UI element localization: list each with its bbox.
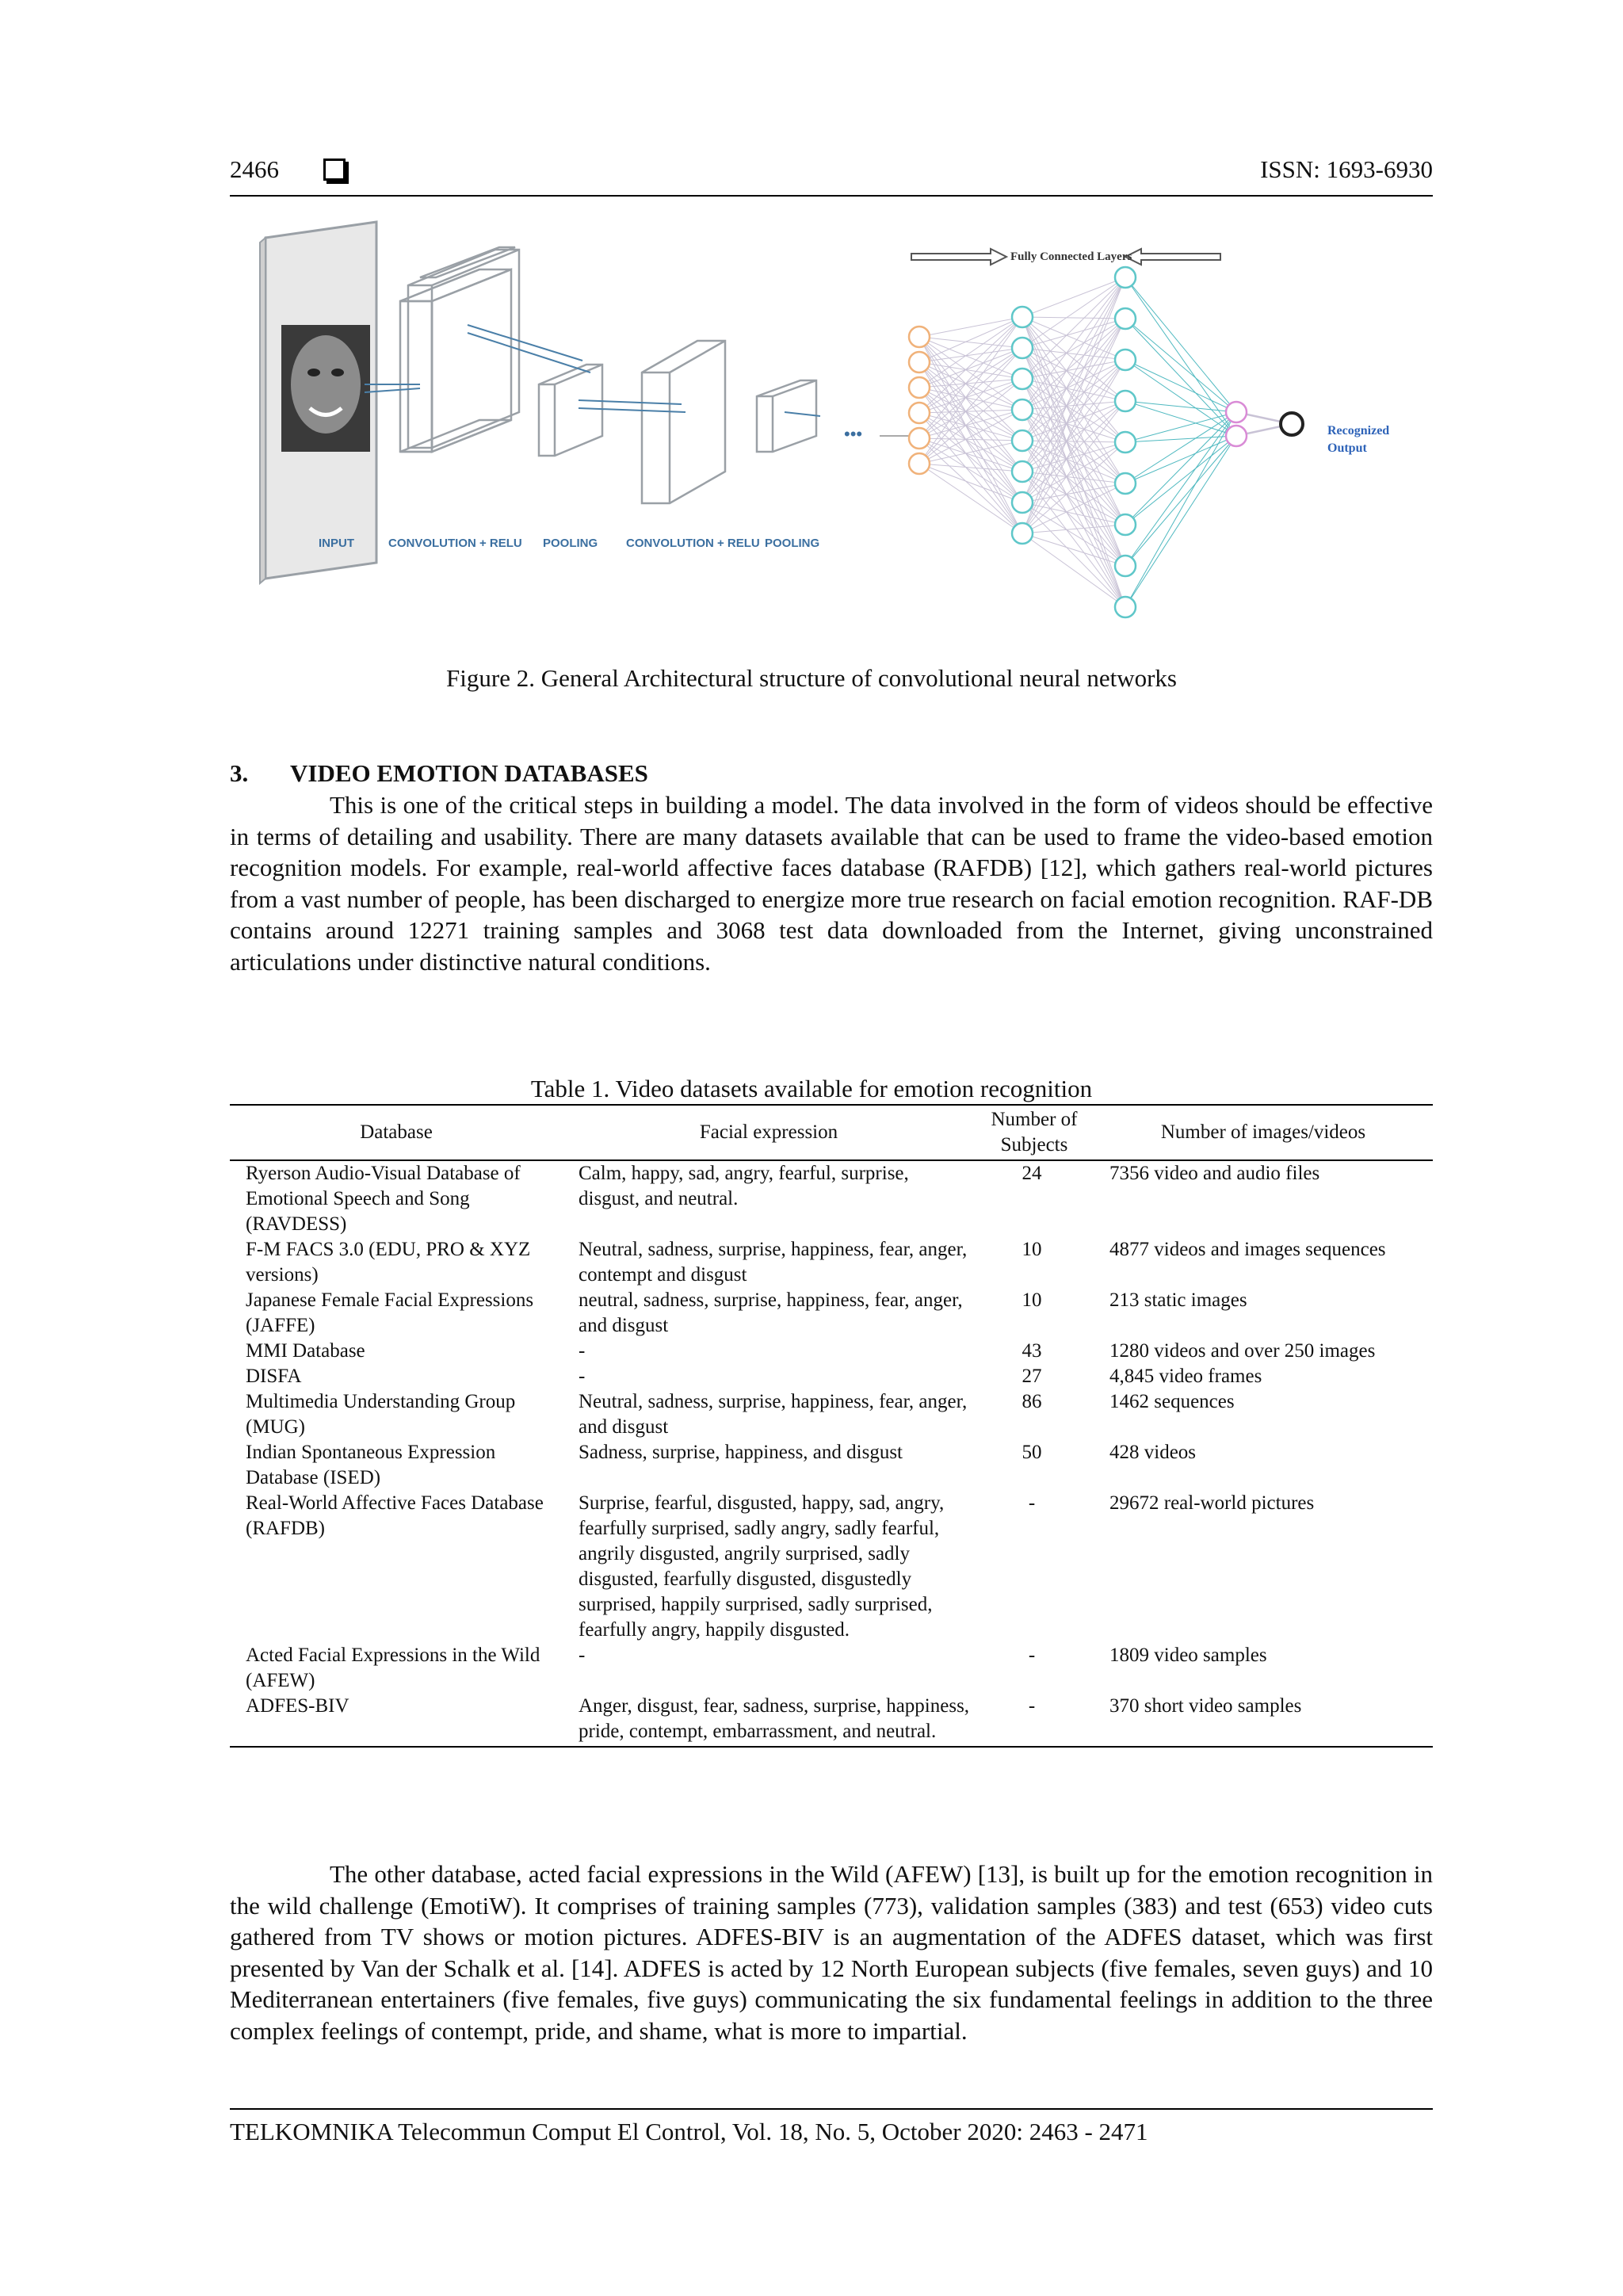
issn: ISSN: 1693-6930 bbox=[1260, 155, 1433, 183]
pool2-volume bbox=[757, 380, 816, 452]
table-cell: 4,845 video frames bbox=[1109, 1366, 1262, 1387]
network-edge bbox=[1022, 502, 1125, 607]
pool1-volume bbox=[539, 365, 602, 456]
svg-text:•••: ••• bbox=[844, 424, 863, 444]
network-node bbox=[1012, 307, 1033, 327]
fc-label: Fully Connected Layers bbox=[1010, 250, 1132, 263]
network-edge bbox=[919, 317, 1022, 337]
table-cell: Anger, disgust, fear, sadness, surprise, happiness, pride, contempt, embarrassment, and neutral. bbox=[563, 1694, 975, 1747]
cnn-architecture-figure bbox=[230, 214, 1434, 626]
layer-label-pool2: POOLING bbox=[765, 537, 820, 550]
table-cell: 86 bbox=[1022, 1391, 1042, 1412]
network-node bbox=[909, 453, 930, 474]
table-row bbox=[230, 1364, 1433, 1389]
table-cell: ADFES-BIV bbox=[230, 1694, 563, 1747]
running-footer: TELKOMNIKA Telecommun Comput El Control, Vol. 18, No. 5, October 2020: 2463 - 2471 bbox=[230, 2108, 1433, 2146]
network-edge bbox=[919, 413, 1022, 533]
table-cell: 29672 real-world pictures bbox=[1109, 1492, 1315, 1514]
datasets-table bbox=[230, 1104, 1433, 1748]
network-edge bbox=[1022, 472, 1125, 607]
network-edge bbox=[919, 348, 1022, 388]
table-cell: 1280 videos and over 250 images bbox=[1109, 1340, 1376, 1362]
table-cell: Calm, happy, sad, angry, fearful, surprise, disgust, and neutral. bbox=[579, 1163, 909, 1209]
network-node bbox=[1012, 399, 1033, 420]
table-cell: Ryerson Audio-Visual Database of Emotional Speech and Song (RAVDESS) bbox=[246, 1163, 521, 1235]
network-edge bbox=[919, 362, 1022, 441]
network-node bbox=[1012, 492, 1033, 513]
table-cell: 213 static images bbox=[1109, 1289, 1247, 1311]
table-cell: - bbox=[579, 1340, 586, 1362]
table-cell: 50 bbox=[1022, 1442, 1042, 1463]
section-title: VIDEO EMOTION DATABASES bbox=[290, 759, 648, 787]
table-cell: 428 videos bbox=[1109, 1442, 1197, 1463]
running-header bbox=[230, 155, 1433, 197]
network-node bbox=[1115, 514, 1136, 535]
table-caption: Table 1. Video datasets available for emotion recognition bbox=[530, 1075, 1093, 1102]
table-cell: Sadness, surprise, happiness, and disgust bbox=[579, 1442, 903, 1463]
table-cell: 1809 video samples bbox=[1109, 1645, 1267, 1666]
table-row bbox=[230, 1643, 1433, 1694]
network-edge bbox=[1125, 436, 1236, 525]
paragraph-2: The other database, acted facial expressions in the Wild (AFEW) [13], is built up for the emotion recognition in the wild challenge (EmotiW). It comprises of training samples (773), validation samples (383) and test (653) video cuts gathered from TV shows or motion pictures. ADFES-BIV is an augmentation of the ADFES dataset, which was first presented by Van der Schalk et al. [14]. ADFES is acted by 12 North European subjects (five females, seven guys) and 10 Mediterranean entertainers (five females, five guys) communicating the six fundamental feelings in addition to the three complex feelings of contempt, pride, and shame, what is more to impartial. bbox=[230, 1860, 1433, 2045]
table-cell: - bbox=[579, 1366, 586, 1387]
table-cell: Neutral, sadness, surprise, happiness, fear, anger, contempt and disgust bbox=[579, 1239, 968, 1286]
network-node bbox=[1115, 473, 1136, 494]
network-node bbox=[1115, 350, 1136, 370]
network-node bbox=[909, 352, 930, 372]
network-edge bbox=[1022, 360, 1125, 379]
table-cell: - bbox=[1028, 1492, 1036, 1514]
network-edge bbox=[919, 464, 1022, 502]
table-cell: 10 bbox=[1022, 1239, 1042, 1260]
network-node bbox=[1226, 426, 1247, 446]
table-cell: 1462 sequences bbox=[1109, 1391, 1235, 1412]
network-edge bbox=[1022, 317, 1125, 319]
table-row bbox=[230, 1339, 1433, 1364]
output-label-1: Recognized bbox=[1327, 424, 1390, 437]
network-edge bbox=[1022, 319, 1125, 502]
network-edge bbox=[1125, 277, 1236, 436]
table-row bbox=[230, 1440, 1433, 1491]
paragraph-1: This is one of the critical steps in building a model. The data involved in the form of videos should be effective in terms of detailing and usability. There are many datasets available that can be used to frame the video-based emotion recognition models. For example, real-world affective faces database (RAFDB) [12], which gathers real-world pictures from a vast number of people, has been discharged to energize more true research on facial emotion recognition. RAF-DB contains around 12271 training samples and 3068 test data downloaded from the Internet, giving unconstrained articulations under distinctive natural conditions. bbox=[230, 791, 1433, 976]
network-node bbox=[1012, 461, 1033, 482]
network-edge bbox=[919, 464, 1022, 533]
table-cell: Japanese Female Facial Expressions (JAFFE) bbox=[246, 1289, 534, 1336]
table-row bbox=[230, 1160, 1433, 1237]
network-edge bbox=[1125, 436, 1236, 483]
section-number: 3. bbox=[230, 759, 249, 787]
network-edge bbox=[919, 337, 1022, 533]
section-heading bbox=[230, 759, 648, 788]
network-edge bbox=[1125, 412, 1236, 566]
network-edge bbox=[1125, 436, 1236, 607]
network-edge bbox=[1022, 441, 1125, 607]
network-edge bbox=[1022, 277, 1125, 379]
network-node bbox=[1115, 267, 1136, 288]
network-node bbox=[1012, 369, 1033, 389]
network-edge bbox=[1125, 277, 1236, 412]
table-cell: 370 short video samples bbox=[1094, 1694, 1433, 1747]
table-cell: 10 bbox=[1022, 1289, 1042, 1311]
network-edge bbox=[919, 413, 1022, 502]
layer-label-conv2: CONVOLUTION + RELU bbox=[626, 537, 760, 550]
table-cell: - bbox=[1028, 1645, 1036, 1666]
network-edge bbox=[1125, 412, 1236, 525]
table-row bbox=[230, 1288, 1433, 1339]
network-edge bbox=[919, 438, 1022, 441]
table-header-cell: Facial expression bbox=[563, 1105, 975, 1160]
table-row bbox=[230, 1694, 1433, 1747]
table-cell: 24 bbox=[1022, 1163, 1042, 1184]
table-header-cell: Number of images/videos bbox=[1094, 1105, 1433, 1160]
output-label-2: Output bbox=[1327, 441, 1367, 455]
table-cell: 27 bbox=[1022, 1366, 1042, 1387]
figure-caption: Figure 2. General Architectural structure of convolutional neural networks bbox=[446, 664, 1177, 692]
table-cell: 4877 videos and images sequences bbox=[1109, 1239, 1386, 1260]
network-node bbox=[1115, 308, 1136, 329]
table-cell: Neutral, sadness, surprise, happiness, fear, anger, and disgust bbox=[579, 1391, 968, 1438]
network-node bbox=[909, 403, 930, 423]
network-edge bbox=[1022, 277, 1125, 533]
table-row bbox=[230, 1389, 1433, 1440]
table-cell: MMI Database bbox=[246, 1340, 365, 1362]
table-cell: Acted Facial Expressions in the Wild (AFEW) bbox=[246, 1645, 540, 1691]
network-node bbox=[1115, 432, 1136, 453]
network-edge bbox=[919, 410, 1022, 413]
table-cell: Real-World Affective Faces Database (RAFDB) bbox=[246, 1492, 544, 1539]
network-node bbox=[909, 377, 930, 398]
network-node bbox=[1115, 597, 1136, 617]
fully-connected-network bbox=[909, 267, 1303, 617]
layer-label-pool1: POOLING bbox=[543, 537, 598, 550]
table-cell: - bbox=[579, 1645, 586, 1666]
network-edge bbox=[1022, 533, 1125, 607]
network-node bbox=[1012, 338, 1033, 358]
table-cell: F-M FACS 3.0 (EDU, PRO & XYZ versions) bbox=[246, 1239, 531, 1286]
table-cell: neutral, sadness, surprise, happiness, fear, anger, and disgust bbox=[579, 1289, 963, 1336]
table-cell: Indian Spontaneous Expression Database (ISED) bbox=[246, 1442, 496, 1488]
network-edge bbox=[919, 317, 1022, 464]
layer-label-input: INPUT bbox=[319, 537, 354, 550]
table-cell: 7356 video and audio files bbox=[1109, 1163, 1320, 1184]
table-cell: Multimedia Understanding Group (MUG) bbox=[246, 1391, 516, 1438]
page-number: 2466 bbox=[230, 155, 279, 183]
network-node bbox=[1281, 413, 1303, 435]
network-node bbox=[1226, 402, 1247, 422]
network-edge bbox=[1125, 412, 1236, 483]
table-cell: 43 bbox=[1022, 1340, 1042, 1362]
conv1-volume bbox=[408, 250, 519, 448]
network-node bbox=[909, 428, 930, 449]
table-cell: - bbox=[975, 1694, 1094, 1747]
square-bullet-icon bbox=[323, 159, 346, 181]
network-edge bbox=[1125, 412, 1236, 442]
table-header-cell: Number of Subjects bbox=[975, 1105, 1094, 1160]
network-node bbox=[909, 327, 930, 347]
conv2-volume bbox=[642, 341, 725, 503]
table-header-row bbox=[230, 1105, 1433, 1160]
table-header-cell: Database bbox=[230, 1105, 563, 1160]
table-cell: DISFA bbox=[246, 1366, 302, 1387]
table-row bbox=[230, 1237, 1433, 1288]
network-edge bbox=[1125, 436, 1236, 566]
layer-label-conv1: CONVOLUTION + RELU bbox=[388, 537, 522, 550]
network-node bbox=[1012, 523, 1033, 544]
face-image-icon bbox=[281, 325, 370, 452]
table-row bbox=[230, 1491, 1433, 1643]
network-node bbox=[1012, 430, 1033, 451]
network-edge bbox=[1125, 360, 1236, 412]
conv-block-1 bbox=[400, 269, 511, 452]
network-node bbox=[1115, 391, 1136, 411]
table-cell: Surprise, fearful, disgusted, happy, sad, angry, fearfully surprised, sadly angry, sadly fearful, angrily disgusted, angrily surprised, sadly disgusted, fearfully disgusted, disgustedly surprised, happily surprised, sadly surprised, fearfully angry, happily disgusted. bbox=[579, 1492, 945, 1641]
network-edge bbox=[1022, 319, 1125, 533]
network-node bbox=[1115, 556, 1136, 576]
